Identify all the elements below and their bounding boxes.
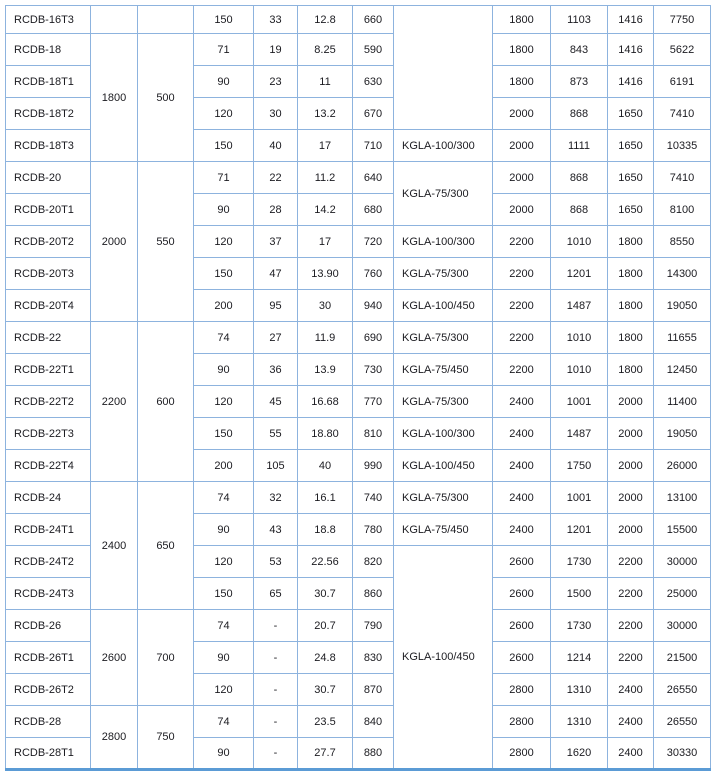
model-cell: RCDB-20T4 xyxy=(6,290,91,322)
value-cell: 660 xyxy=(353,6,394,34)
value-cell: 2800 xyxy=(493,674,551,706)
value-cell: 880 xyxy=(353,738,394,770)
value-cell: 11400 xyxy=(654,386,711,418)
value-cell: 2000 xyxy=(493,98,551,130)
model-cell: RCDB-26T2 xyxy=(6,674,91,706)
value-cell: 30.7 xyxy=(298,578,353,610)
value-cell: 7410 xyxy=(654,162,711,194)
value-cell: 550 xyxy=(138,162,194,322)
spec-table xyxy=(5,5,711,771)
value-cell: 10335 xyxy=(654,130,711,162)
value-cell: 8550 xyxy=(654,226,711,258)
value-cell: 2600 xyxy=(493,610,551,642)
value-cell: 53 xyxy=(254,546,298,578)
value-cell: 780 xyxy=(353,514,394,546)
value-cell: 600 xyxy=(138,322,194,482)
value-cell: 12.8 xyxy=(298,6,353,34)
model-cell: RCDB-22T2 xyxy=(6,386,91,418)
value-cell: 5622 xyxy=(654,34,711,66)
kgla-model-cell: KGLA-75/300 xyxy=(394,386,493,418)
value-cell: 33 xyxy=(254,6,298,34)
model-cell: RCDB-18T3 xyxy=(6,130,91,162)
value-cell: - xyxy=(254,674,298,706)
model-cell: RCDB-16T3 xyxy=(6,6,91,34)
value-cell: 7410 xyxy=(654,98,711,130)
value-cell: 640 xyxy=(353,162,394,194)
value-cell: 2600 xyxy=(493,642,551,674)
value-cell: 55 xyxy=(254,418,298,450)
value-cell: 8.25 xyxy=(298,34,353,66)
value-cell: 2400 xyxy=(493,386,551,418)
value-cell: 23.5 xyxy=(298,706,353,738)
value-cell: 1650 xyxy=(608,130,654,162)
model-cell: RCDB-22T3 xyxy=(6,418,91,450)
value-cell: 790 xyxy=(353,610,394,642)
value-cell: 30000 xyxy=(654,546,711,578)
value-cell: 1800 xyxy=(608,258,654,290)
value-cell: 200 xyxy=(194,450,254,482)
table-row xyxy=(6,706,711,738)
value-cell: 200 xyxy=(194,290,254,322)
value-cell: 1730 xyxy=(551,610,608,642)
value-cell: 105 xyxy=(254,450,298,482)
value-cell: 2200 xyxy=(608,578,654,610)
value-cell: 150 xyxy=(194,130,254,162)
value-cell: 26550 xyxy=(654,706,711,738)
value-cell: 74 xyxy=(194,706,254,738)
value-cell: 90 xyxy=(194,66,254,98)
kgla-model-cell: KGLA-100/300 xyxy=(394,418,493,450)
value-cell: 1111 xyxy=(551,130,608,162)
value-cell: 120 xyxy=(194,226,254,258)
value-cell: 670 xyxy=(353,98,394,130)
value-cell: 120 xyxy=(194,98,254,130)
value-cell: 820 xyxy=(353,546,394,578)
value-cell: 810 xyxy=(353,418,394,450)
value-cell: 11.9 xyxy=(298,322,353,354)
value-cell: 1800 xyxy=(608,226,654,258)
model-cell: RCDB-22T4 xyxy=(6,450,91,482)
value-cell: 1310 xyxy=(551,706,608,738)
value-cell: 2000 xyxy=(608,514,654,546)
value-cell: 11 xyxy=(298,66,353,98)
value-cell: 1650 xyxy=(608,162,654,194)
value-cell: 1620 xyxy=(551,738,608,770)
value-cell: - xyxy=(254,706,298,738)
table-row xyxy=(6,6,711,34)
value-cell: 840 xyxy=(353,706,394,738)
kgla-model-cell: KGLA-75/450 xyxy=(394,354,493,386)
value-cell: 650 xyxy=(138,482,194,610)
value-cell: 1201 xyxy=(551,514,608,546)
value-cell: - xyxy=(254,738,298,770)
value-cell: 32 xyxy=(254,482,298,514)
value-cell: 2000 xyxy=(91,162,138,322)
value-cell: 1416 xyxy=(608,66,654,98)
value-cell: 2400 xyxy=(493,450,551,482)
value-cell: 24.8 xyxy=(298,642,353,674)
empty-cell xyxy=(138,6,194,34)
value-cell: 770 xyxy=(353,386,394,418)
value-cell: 1487 xyxy=(551,418,608,450)
value-cell: 1010 xyxy=(551,354,608,386)
model-cell: RCDB-20 xyxy=(6,162,91,194)
value-cell: 30.7 xyxy=(298,674,353,706)
value-cell: 120 xyxy=(194,674,254,706)
value-cell: 2400 xyxy=(608,674,654,706)
value-cell: 16.68 xyxy=(298,386,353,418)
value-cell: 2400 xyxy=(493,418,551,450)
value-cell: 43 xyxy=(254,514,298,546)
value-cell: 6191 xyxy=(654,66,711,98)
model-cell: RCDB-24T3 xyxy=(6,578,91,610)
value-cell: 2000 xyxy=(608,482,654,514)
value-cell: 2600 xyxy=(493,578,551,610)
value-cell: 90 xyxy=(194,738,254,770)
model-cell: RCDB-18 xyxy=(6,34,91,66)
value-cell: 2000 xyxy=(608,418,654,450)
value-cell: 28 xyxy=(254,194,298,226)
value-cell: 1201 xyxy=(551,258,608,290)
value-cell: 47 xyxy=(254,258,298,290)
value-cell: 21500 xyxy=(654,642,711,674)
value-cell: 2800 xyxy=(493,738,551,770)
value-cell: 1103 xyxy=(551,6,608,34)
value-cell: 1010 xyxy=(551,322,608,354)
value-cell: 2800 xyxy=(91,706,138,770)
value-cell: 11655 xyxy=(654,322,711,354)
value-cell: 680 xyxy=(353,194,394,226)
value-cell: 95 xyxy=(254,290,298,322)
value-cell: 150 xyxy=(194,418,254,450)
value-cell: 1800 xyxy=(91,34,138,162)
value-cell: 65 xyxy=(254,578,298,610)
model-cell: RCDB-24T1 xyxy=(6,514,91,546)
kgla-model-cell: KGLA-100/300 xyxy=(394,130,493,162)
model-cell: RCDB-26T1 xyxy=(6,642,91,674)
value-cell: 25000 xyxy=(654,578,711,610)
value-cell: 1416 xyxy=(608,6,654,34)
table-row xyxy=(6,482,711,514)
value-cell: 700 xyxy=(138,610,194,706)
value-cell: 30000 xyxy=(654,610,711,642)
model-cell: RCDB-22 xyxy=(6,322,91,354)
value-cell: 2000 xyxy=(493,194,551,226)
value-cell: 120 xyxy=(194,386,254,418)
value-cell: 17 xyxy=(298,226,353,258)
value-cell: 1650 xyxy=(608,98,654,130)
value-cell: 19 xyxy=(254,34,298,66)
value-cell: 1800 xyxy=(608,290,654,322)
value-cell: 2200 xyxy=(493,354,551,386)
value-cell: 17 xyxy=(298,130,353,162)
value-cell: 2400 xyxy=(608,706,654,738)
table-row xyxy=(6,162,711,194)
value-cell: 1010 xyxy=(551,226,608,258)
value-cell: 1500 xyxy=(551,578,608,610)
value-cell: 630 xyxy=(353,66,394,98)
value-cell: 150 xyxy=(194,258,254,290)
value-cell: 16.1 xyxy=(298,482,353,514)
value-cell: 710 xyxy=(353,130,394,162)
value-cell: 2600 xyxy=(91,610,138,706)
value-cell: 14300 xyxy=(654,258,711,290)
value-cell: 868 xyxy=(551,194,608,226)
value-cell: 500 xyxy=(138,34,194,162)
value-cell: 1487 xyxy=(551,290,608,322)
value-cell: 2200 xyxy=(493,290,551,322)
value-cell: 2200 xyxy=(493,258,551,290)
value-cell: 2200 xyxy=(608,610,654,642)
model-cell: RCDB-28 xyxy=(6,706,91,738)
value-cell: 120 xyxy=(194,546,254,578)
value-cell: 13.2 xyxy=(298,98,353,130)
value-cell: 990 xyxy=(353,450,394,482)
value-cell: 74 xyxy=(194,610,254,642)
value-cell: 30330 xyxy=(654,738,711,770)
model-cell: RCDB-18T1 xyxy=(6,66,91,98)
kgla-model-cell: KGLA-75/300 xyxy=(394,162,493,226)
spec-table-body xyxy=(6,6,711,770)
kgla-model-cell: KGLA-100/450 xyxy=(394,546,493,770)
kgla-model-cell: KGLA-100/450 xyxy=(394,290,493,322)
value-cell: 71 xyxy=(194,34,254,66)
value-cell: 150 xyxy=(194,578,254,610)
model-cell: RCDB-26 xyxy=(6,610,91,642)
value-cell: 590 xyxy=(353,34,394,66)
value-cell: 873 xyxy=(551,66,608,98)
value-cell: 14.2 xyxy=(298,194,353,226)
value-cell: 720 xyxy=(353,226,394,258)
value-cell: 30 xyxy=(254,98,298,130)
value-cell: 11.2 xyxy=(298,162,353,194)
value-cell: 18.80 xyxy=(298,418,353,450)
value-cell: 868 xyxy=(551,98,608,130)
value-cell: 2400 xyxy=(608,738,654,770)
value-cell: 74 xyxy=(194,482,254,514)
kgla-model-cell: KGLA-75/300 xyxy=(394,258,493,290)
value-cell: 90 xyxy=(194,354,254,386)
kgla-model-cell: KGLA-75/450 xyxy=(394,514,493,546)
kgla-model-cell: KGLA-75/300 xyxy=(394,322,493,354)
value-cell: 730 xyxy=(353,354,394,386)
value-cell: 27 xyxy=(254,322,298,354)
value-cell: 1001 xyxy=(551,386,608,418)
value-cell: 1730 xyxy=(551,546,608,578)
value-cell: 1800 xyxy=(493,6,551,34)
value-cell: 2000 xyxy=(493,162,551,194)
value-cell: 2200 xyxy=(493,322,551,354)
value-cell: 750 xyxy=(138,706,194,770)
value-cell: 26550 xyxy=(654,674,711,706)
value-cell: 760 xyxy=(353,258,394,290)
value-cell: 22 xyxy=(254,162,298,194)
value-cell: 868 xyxy=(551,162,608,194)
value-cell: 12450 xyxy=(654,354,711,386)
value-cell: 18.8 xyxy=(298,514,353,546)
value-cell: 2200 xyxy=(608,642,654,674)
value-cell: 2400 xyxy=(91,482,138,610)
value-cell: 23 xyxy=(254,66,298,98)
value-cell: 860 xyxy=(353,578,394,610)
value-cell: 1750 xyxy=(551,450,608,482)
empty-cell xyxy=(91,6,138,34)
value-cell: 2200 xyxy=(91,322,138,482)
value-cell: 19050 xyxy=(654,418,711,450)
value-cell: 90 xyxy=(194,642,254,674)
value-cell: 1800 xyxy=(493,66,551,98)
kgla-model-cell: KGLA-100/300 xyxy=(394,226,493,258)
value-cell: 7750 xyxy=(654,6,711,34)
value-cell: 90 xyxy=(194,514,254,546)
model-cell: RCDB-20T2 xyxy=(6,226,91,258)
value-cell: 1001 xyxy=(551,482,608,514)
value-cell: 1416 xyxy=(608,34,654,66)
value-cell: 36 xyxy=(254,354,298,386)
table-row xyxy=(6,322,711,354)
value-cell: 2400 xyxy=(493,514,551,546)
value-cell: 830 xyxy=(353,642,394,674)
value-cell: 30 xyxy=(298,290,353,322)
value-cell: 90 xyxy=(194,194,254,226)
value-cell: 40 xyxy=(298,450,353,482)
value-cell: 74 xyxy=(194,322,254,354)
value-cell: 8100 xyxy=(654,194,711,226)
kgla-model-cell: KGLA-75/300 xyxy=(394,482,493,514)
value-cell: 1650 xyxy=(608,194,654,226)
value-cell: 2400 xyxy=(493,482,551,514)
value-cell: 2000 xyxy=(493,130,551,162)
value-cell: 27.7 xyxy=(298,738,353,770)
value-cell: 71 xyxy=(194,162,254,194)
value-cell: 2000 xyxy=(608,386,654,418)
value-cell: 26000 xyxy=(654,450,711,482)
value-cell: 15500 xyxy=(654,514,711,546)
value-cell: - xyxy=(254,610,298,642)
value-cell: 13.90 xyxy=(298,258,353,290)
value-cell: 37 xyxy=(254,226,298,258)
value-cell: 13.9 xyxy=(298,354,353,386)
model-cell: RCDB-20T1 xyxy=(6,194,91,226)
value-cell: 45 xyxy=(254,386,298,418)
value-cell: 870 xyxy=(353,674,394,706)
model-cell: RCDB-28T1 xyxy=(6,738,91,770)
model-cell: RCDB-22T1 xyxy=(6,354,91,386)
value-cell: 1214 xyxy=(551,642,608,674)
model-cell: RCDB-24 xyxy=(6,482,91,514)
value-cell: 20.7 xyxy=(298,610,353,642)
table-row xyxy=(6,34,711,66)
value-cell: 22.56 xyxy=(298,546,353,578)
value-cell: 2200 xyxy=(608,546,654,578)
model-cell: RCDB-24T2 xyxy=(6,546,91,578)
value-cell: - xyxy=(254,642,298,674)
value-cell: 2600 xyxy=(493,546,551,578)
value-cell: 940 xyxy=(353,290,394,322)
value-cell: 690 xyxy=(353,322,394,354)
empty-cell xyxy=(394,6,493,130)
value-cell: 19050 xyxy=(654,290,711,322)
kgla-model-cell: KGLA-100/450 xyxy=(394,450,493,482)
value-cell: 2200 xyxy=(493,226,551,258)
value-cell: 2800 xyxy=(493,706,551,738)
value-cell: 1800 xyxy=(493,34,551,66)
value-cell: 40 xyxy=(254,130,298,162)
model-cell: RCDB-20T3 xyxy=(6,258,91,290)
value-cell: 2000 xyxy=(608,450,654,482)
value-cell: 843 xyxy=(551,34,608,66)
table-row xyxy=(6,610,711,642)
value-cell: 150 xyxy=(194,6,254,34)
value-cell: 1800 xyxy=(608,322,654,354)
model-cell: RCDB-18T2 xyxy=(6,98,91,130)
value-cell: 740 xyxy=(353,482,394,514)
value-cell: 1800 xyxy=(608,354,654,386)
value-cell: 13100 xyxy=(654,482,711,514)
value-cell: 1310 xyxy=(551,674,608,706)
